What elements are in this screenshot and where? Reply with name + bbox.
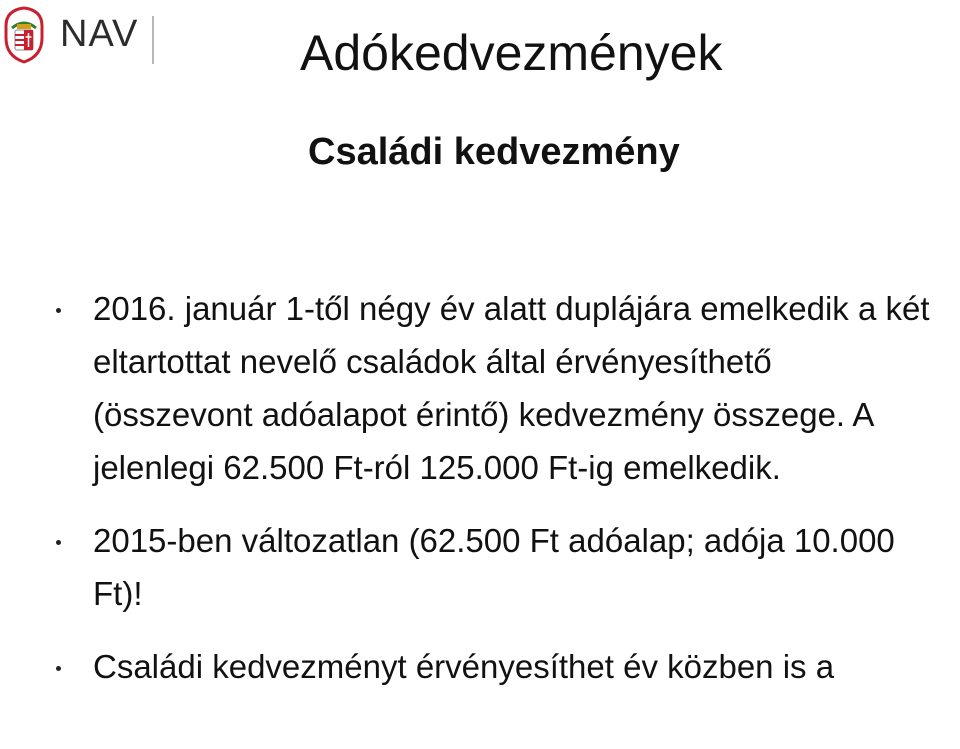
bullet-dot-icon [56,308,61,313]
nav-logo [0,0,170,70]
bullet-list [0,282,960,693]
bullet-text: Családi kedvezményt érvényesíthet év közben is a [93,648,835,685]
slide-subtitle: Családi kedvezmény [308,131,680,173]
bullet-text: 2015-ben változatlan (62.500 Ft adóalap; adója 10.000 Ft)! [93,522,895,612]
bullet-dot-icon [56,540,61,545]
bullet-text: 2016. január 1-től négy év alatt duplájára emelkedik a két eltartottat nevelő családok által érvényesíthető (összevont adóalapot érintő) kedvezmény összege. A jelenlegi 62.500 Ft-ról 125.000 Ft-ig emelkedik. [93,290,930,486]
logo-text: NAV [60,13,139,55]
hungarian-coat-of-arms-icon [2,4,46,64]
bullet-item [0,640,960,693]
bullet-item [0,514,960,620]
logo-divider [152,16,154,64]
slide-title: Adókedvezmények [300,25,723,81]
bullet-item [0,282,960,494]
bullet-dot-icon [56,666,61,671]
